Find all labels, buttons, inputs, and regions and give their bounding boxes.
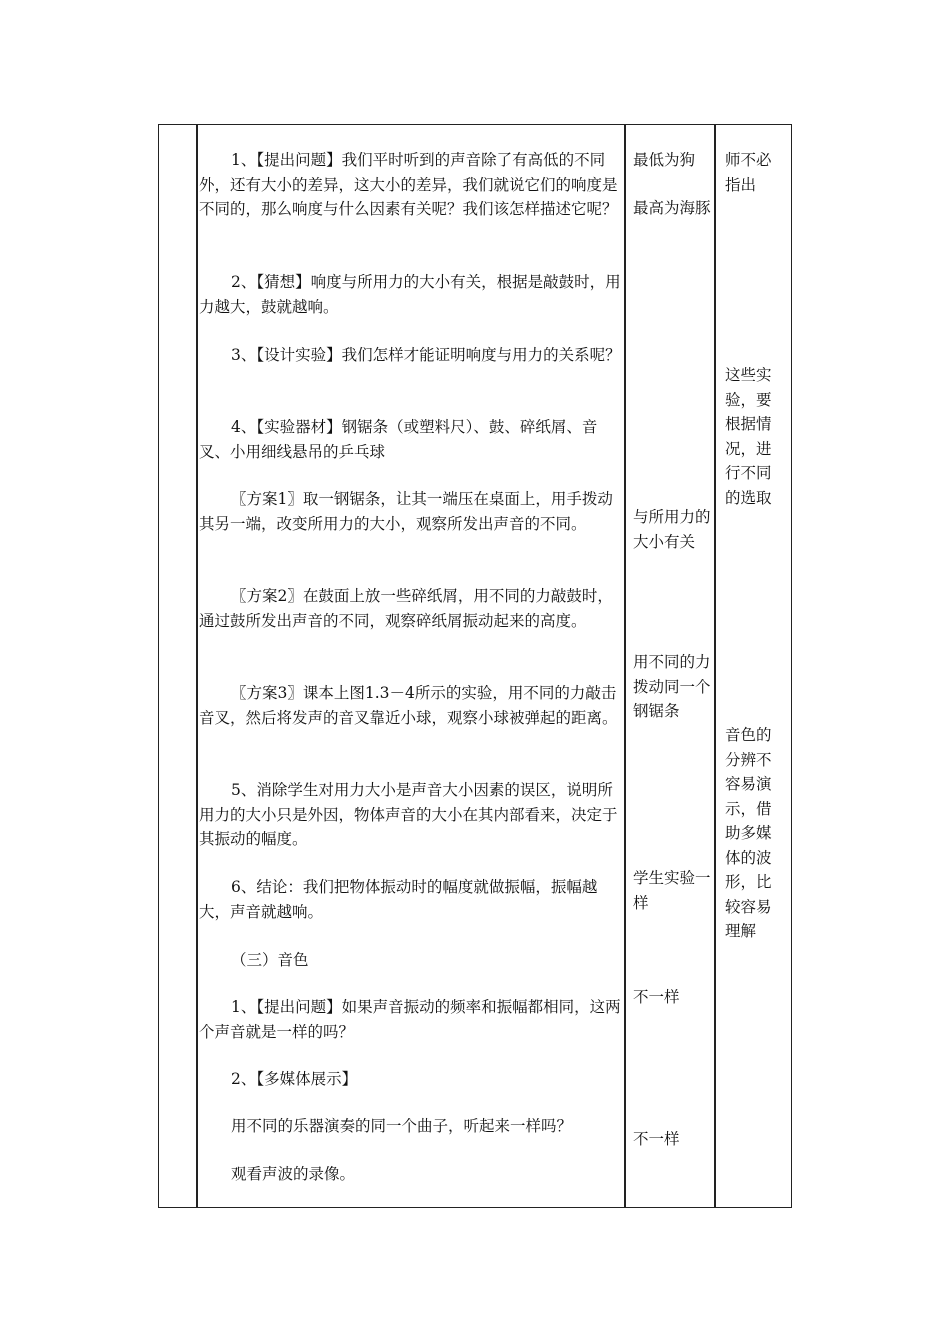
- paragraph-equipment: 4、【实验器材】钢锯条（或塑料尺）、鼓、碎纸屑、音叉、小用细线悬吊的乒乓球: [199, 418, 598, 461]
- paragraph-hypothesis: 2、【猜想】响度与所用力的大小有关，根据是敲鼓时，用力越大，鼓就越响。: [199, 273, 621, 316]
- paragraph-question-timbre: 1、【提出问题】如果声音振动的频率和振幅都相同，这两个声音就是一样的吗？: [199, 998, 621, 1041]
- student-answer: 与所用力的大小有关: [633, 508, 711, 551]
- student-answer: 最低为狗: [633, 151, 696, 169]
- design-notes-column: [717, 125, 789, 1207]
- paragraph-design-experiment: 3、【设计实验】我们怎样才能证明响度与用力的关系呢？: [231, 346, 621, 364]
- paragraph-plan-2: 〖方案2〗在鼓面上放一些碎纸屑，用不同的力敲鼓时，通过鼓所发出声音的不同，观察碎纸屑振动起来的高度。: [199, 587, 613, 630]
- paragraph-misconception: 5、消除学生对用力大小是声音大小因素的误区，说明所用力的大小只是外因，物体声音的大小在其内部看来，决定于其振动的幅度。: [199, 781, 618, 848]
- paragraph-plan-1: 〖方案1〗取一钢锯条，让其一端压在桌面上，用手拨动其另一端，改变所用力的大小，观察所发出声音的不同。: [199, 490, 613, 533]
- student-answer: 学生实验一样: [633, 869, 711, 912]
- design-note: 这些实验，要根据情况，进行不同的选取: [725, 366, 772, 507]
- student-answer: 用不同的力拨动同一个钢锯条: [633, 653, 711, 720]
- student-answer: 不一样: [633, 988, 680, 1006]
- student-activity-column: [627, 125, 713, 1207]
- teaching-process-column: [199, 125, 624, 1207]
- design-note: 音色的分辨不容易演示，借助多媒体的波形，比较容易理解: [725, 726, 772, 940]
- column-divider: [714, 125, 716, 1207]
- lesson-table: [158, 124, 792, 1208]
- paragraph-video: 观看声波的录像。: [231, 1165, 356, 1183]
- paragraph-plan-3: 〖方案3〗课本上图1.3－4所示的实验，用不同的力敲击音叉，然后将发声的音叉靠近小球，观察小球被弹起的距离。: [199, 684, 618, 727]
- column-divider: [196, 125, 198, 1207]
- section-heading-timbre: （三）音色: [231, 951, 309, 969]
- paragraph-question-loudness: 1、【提出问题】我们平时听到的声音除了有高低的不同外，还有大小的差异，这大小的差异，我们就说它们的响度是不同的，那么响度与什么因素有关呢？我们该怎样描述它呢？: [199, 151, 618, 218]
- paragraph-conclusion: 6、结论：我们把物体振动时的幅度就做振幅，振幅越大，声音就越响。: [199, 878, 598, 921]
- column-divider: [624, 125, 626, 1207]
- paragraph-instruments: 用不同的乐器演奏的同一个曲子，听起来一样吗？: [231, 1117, 573, 1135]
- design-note: 师不必指出: [725, 151, 772, 194]
- paragraph-multimedia: 2、【多媒体展示】: [231, 1070, 358, 1088]
- student-answer: 不一样: [633, 1130, 680, 1148]
- student-answer: 最高为海豚: [633, 199, 711, 217]
